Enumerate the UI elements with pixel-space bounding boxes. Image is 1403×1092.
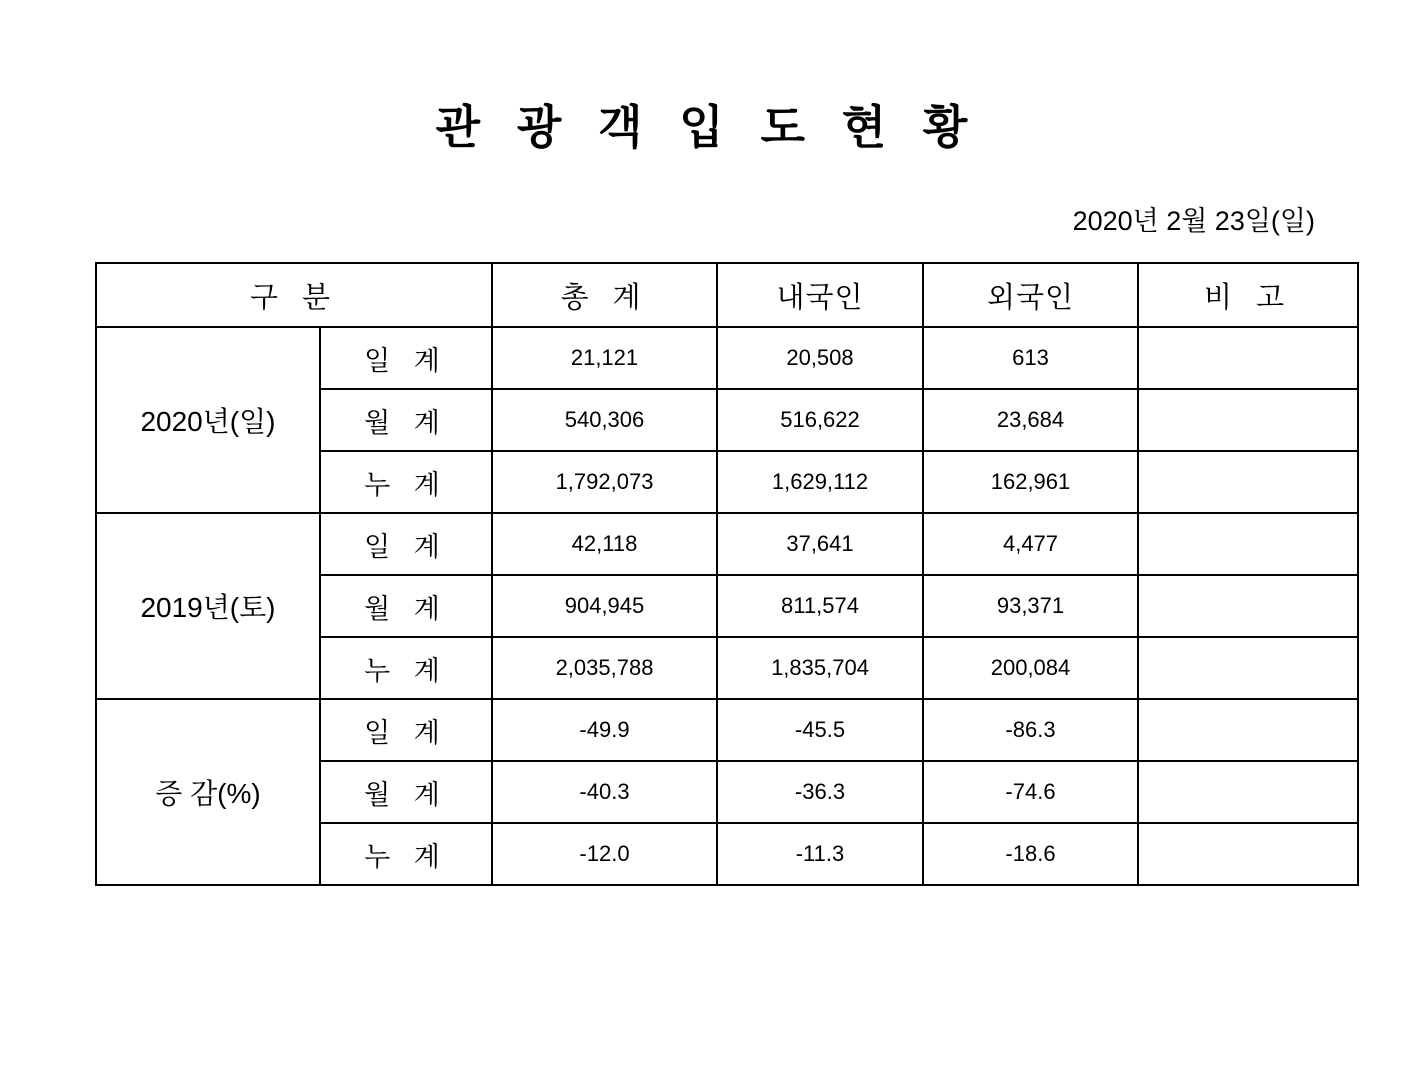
cell-note: [1138, 637, 1358, 699]
row-label-cumulative: 누 계: [320, 823, 492, 885]
page-title: 관 광 객 입 도 현 황: [435, 101, 980, 153]
cell-foreign: 23,684: [923, 389, 1138, 451]
cell-note: [1138, 823, 1358, 885]
cell-domestic: 37,641: [717, 513, 923, 575]
cell-domestic: -45.5: [717, 699, 923, 761]
row-label-monthly: 월 계: [320, 575, 492, 637]
cell-note: [1138, 451, 1358, 513]
cell-domestic: 516,622: [717, 389, 923, 451]
cell-total: -40.3: [492, 761, 717, 823]
cell-note: [1138, 761, 1358, 823]
cell-note: [1138, 513, 1358, 575]
table-body: [96, 327, 1358, 885]
row-label-cumulative: 누 계: [320, 451, 492, 513]
column-header-foreign: 외국인: [923, 263, 1138, 327]
cell-domestic: 1,835,704: [717, 637, 923, 699]
cell-foreign: 4,477: [923, 513, 1138, 575]
cell-domestic: -11.3: [717, 823, 923, 885]
cell-total: 540,306: [492, 389, 717, 451]
column-header-note: 비 고: [1138, 263, 1358, 327]
group-label-2019: 2019년(토): [96, 513, 320, 699]
tourist-arrivals-table: [95, 262, 1359, 886]
column-header-gubun: 구 분: [96, 263, 492, 327]
cell-total: -49.9: [492, 699, 717, 761]
cell-total: 2,035,788: [492, 637, 717, 699]
group-label-change: 증 감(%): [96, 699, 320, 885]
row-label-monthly: 월 계: [320, 761, 492, 823]
table-container: [0, 262, 1403, 886]
cell-foreign: 93,371: [923, 575, 1138, 637]
column-header-total: 총 계: [492, 263, 717, 327]
cell-total: 42,118: [492, 513, 717, 575]
cell-domestic: -36.3: [717, 761, 923, 823]
cell-foreign: -74.6: [923, 761, 1138, 823]
cell-total: 1,792,073: [492, 451, 717, 513]
row-label-cumulative: 누 계: [320, 637, 492, 699]
row-label-daily: 일 계: [320, 513, 492, 575]
cell-foreign: -86.3: [923, 699, 1138, 761]
cell-note: [1138, 575, 1358, 637]
table-row: [96, 513, 1358, 575]
column-header-domestic: 내국인: [717, 263, 923, 327]
cell-domestic: 1,629,112: [717, 451, 923, 513]
table-row: [96, 699, 1358, 761]
table-header: [96, 263, 1358, 327]
cell-note: [1138, 699, 1358, 761]
group-label-2020: 2020년(일): [96, 327, 320, 513]
document-page: [0, 100, 1403, 1092]
table-row: [96, 327, 1358, 389]
row-label-monthly: 월 계: [320, 389, 492, 451]
row-label-daily: 일 계: [320, 327, 492, 389]
cell-foreign: 613: [923, 327, 1138, 389]
cell-foreign: 200,084: [923, 637, 1138, 699]
table-header-row: [96, 263, 1358, 327]
cell-note: [1138, 327, 1358, 389]
cell-domestic: 20,508: [717, 327, 923, 389]
report-date: 2020년 2월 23일(일): [1072, 206, 1315, 237]
cell-total: -12.0: [492, 823, 717, 885]
cell-foreign: 162,961: [923, 451, 1138, 513]
cell-foreign: -18.6: [923, 823, 1138, 885]
cell-domestic: 811,574: [717, 575, 923, 637]
row-label-daily: 일 계: [320, 699, 492, 761]
cell-total: 904,945: [492, 575, 717, 637]
cell-total: 21,121: [492, 327, 717, 389]
cell-note: [1138, 389, 1358, 451]
